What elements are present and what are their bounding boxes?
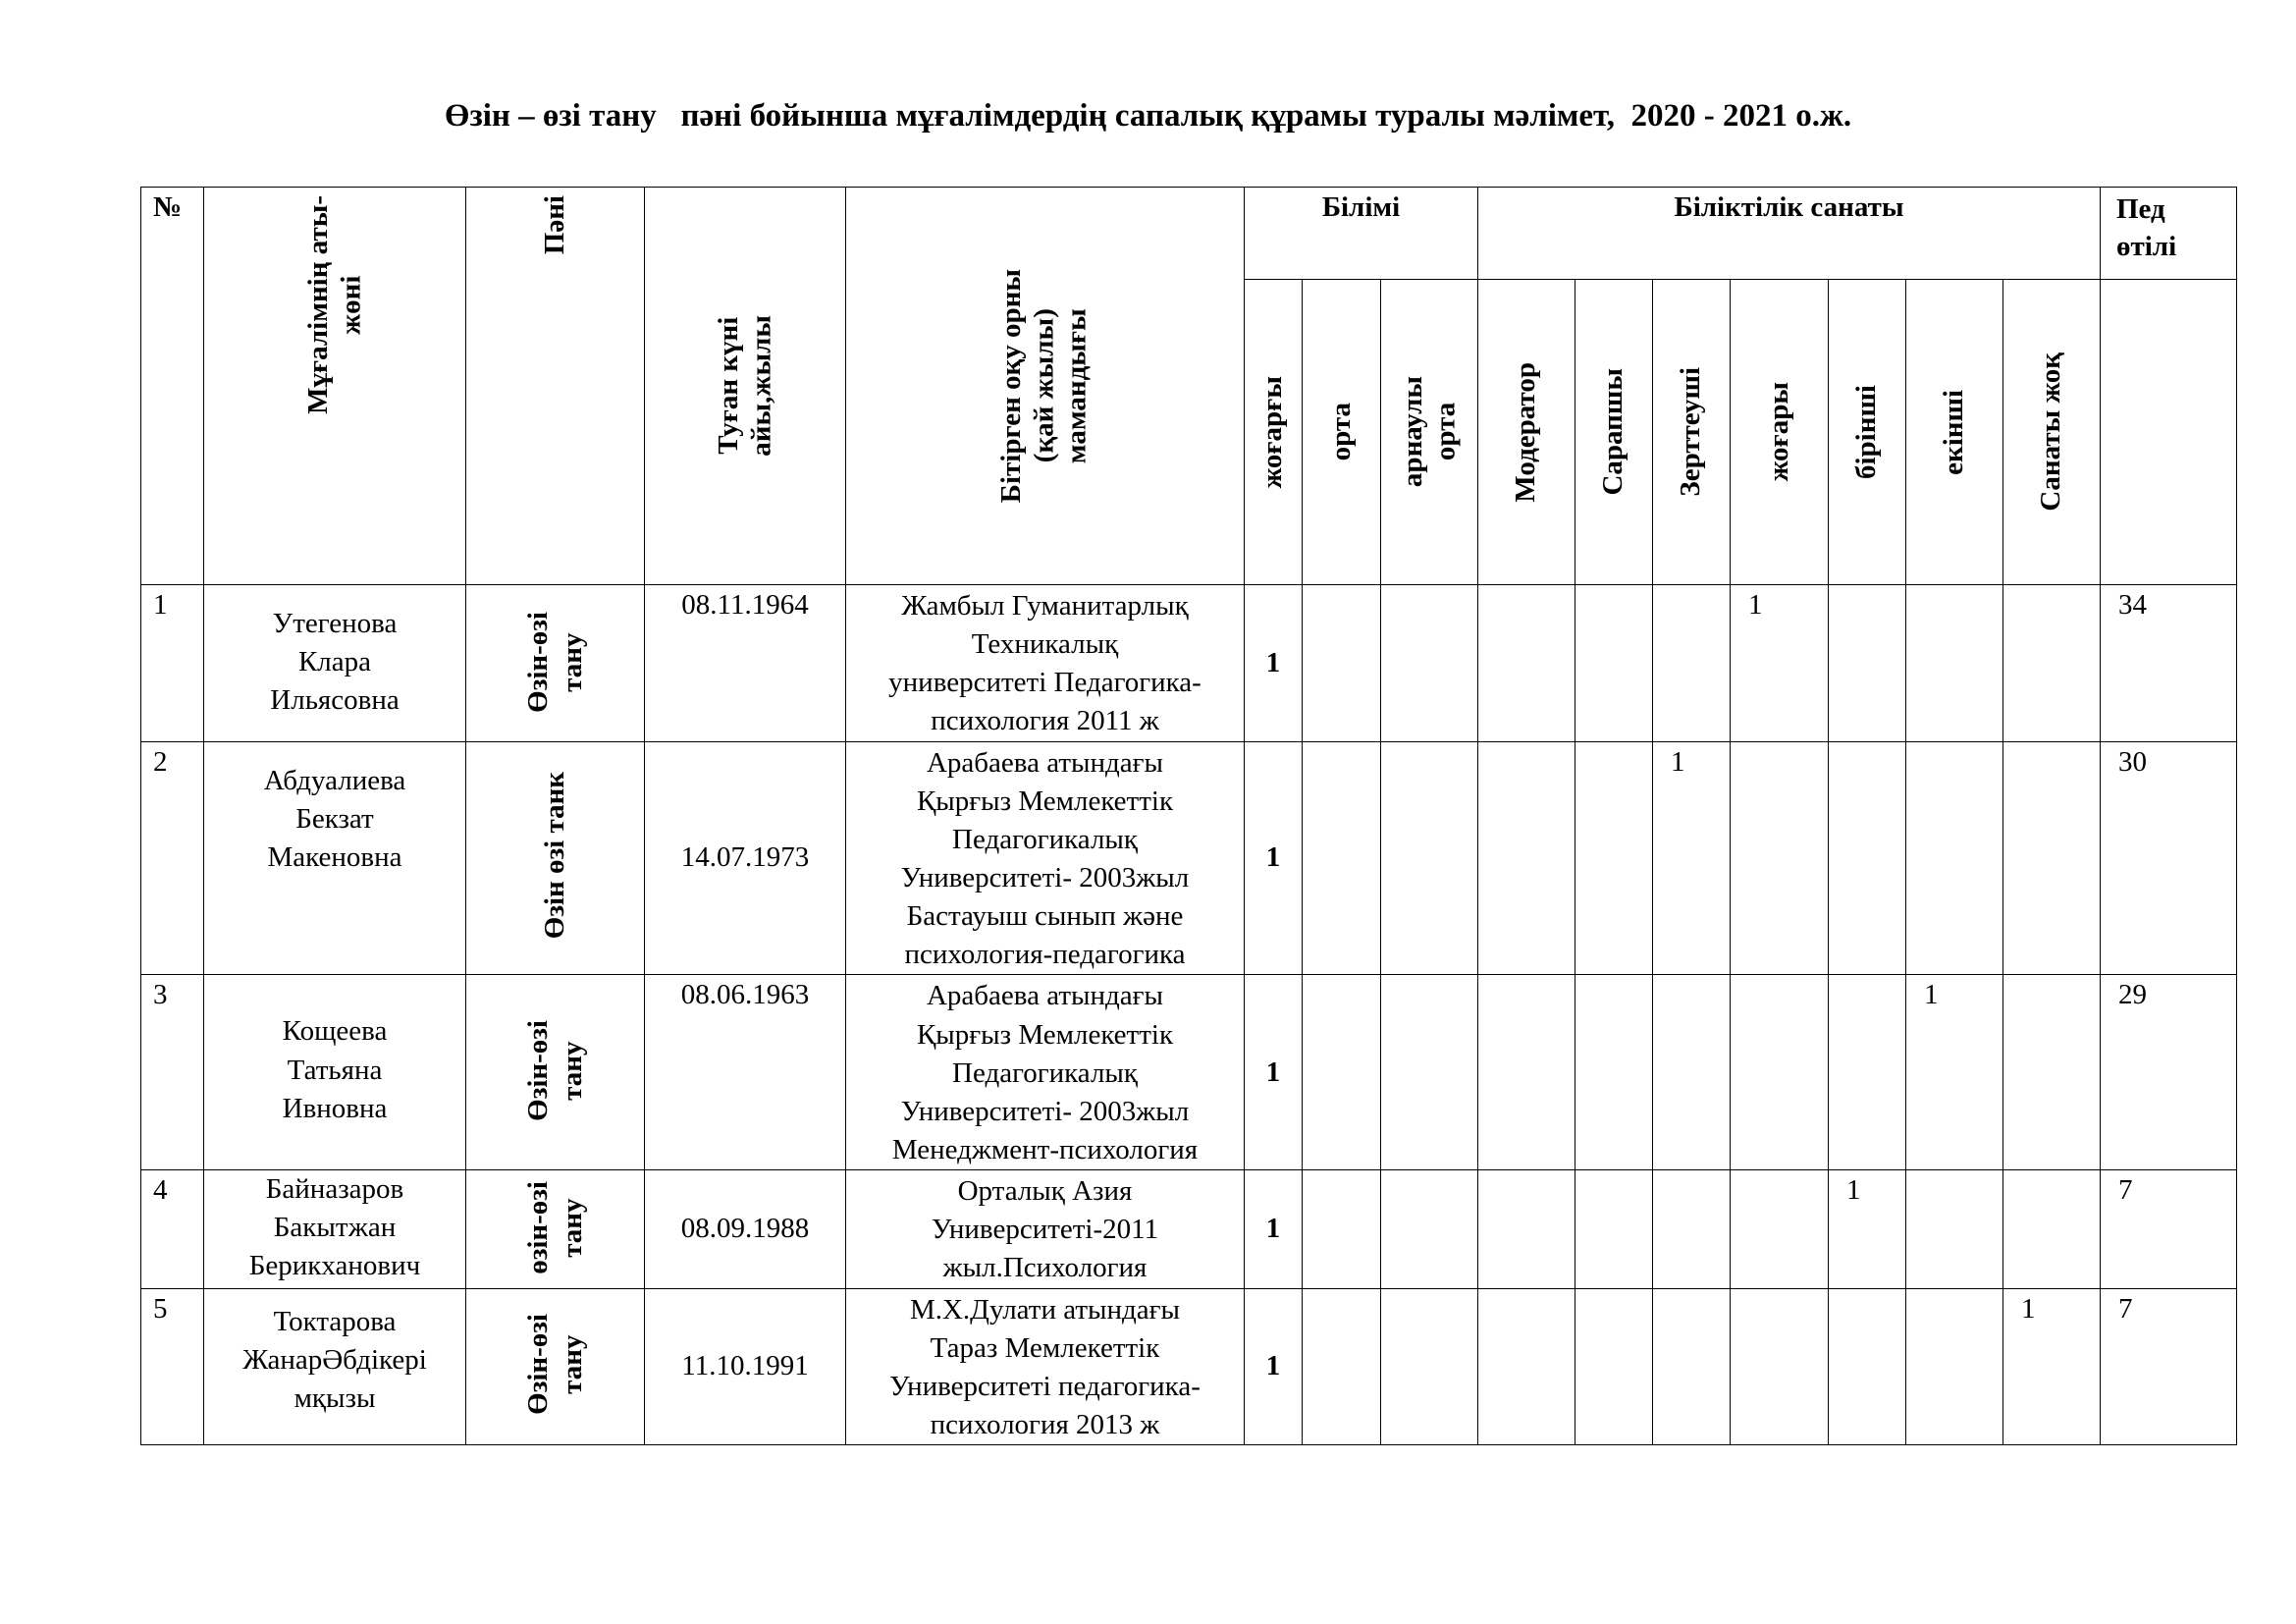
header-teacher-name (204, 188, 466, 585)
document-title: Өзін – өзі тану пәні бойынша мұғалімдердің сапалық құрамы туралы мәлімет, 2020 - 2021 о.ж. (444, 98, 1852, 134)
table-row (141, 1170, 2237, 1288)
header-edu-secondary-label: орта (1324, 403, 1357, 461)
school-specialty: Орталық Азия Университеті-2011 жыл.Психология (846, 1170, 1245, 1288)
cat-moderator-value (1478, 1170, 1575, 1288)
row-number: 1 (141, 585, 204, 742)
cat-researcher-value (1653, 585, 1731, 742)
header-cat-second (1906, 280, 2003, 585)
header-cat-moderator (1478, 280, 1575, 585)
header-cat-researcher (1653, 280, 1731, 585)
cat-first-value (1829, 975, 1906, 1170)
header-cat-researcher-label: Зерттеуші (1675, 367, 1707, 497)
cat-moderator-value (1478, 585, 1575, 742)
ped-experience-value: 7 (2101, 1288, 2237, 1445)
cat-second-value: 1 (1906, 975, 2003, 1170)
ped-experience-value: 30 (2101, 741, 2237, 975)
cat-first-value (1829, 585, 1906, 742)
birth-date: 08.11.1964 (645, 585, 846, 742)
header-edu-secondary (1303, 280, 1381, 585)
cat-highest-value: 1 (1731, 585, 1829, 742)
edu-high-value: 1 (1245, 741, 1303, 975)
header-cat-none (2003, 280, 2101, 585)
subject-label: Өзін-өзі тану (521, 1314, 588, 1415)
cat-expert-value (1575, 1288, 1653, 1445)
cat-moderator-value (1478, 741, 1575, 975)
header-education-group: Білімі (1245, 188, 1478, 280)
header-category-group: Біліктілік санаты (1478, 188, 2101, 280)
row-number: 3 (141, 975, 204, 1170)
edu-high-value: 1 (1245, 975, 1303, 1170)
header-ped-experience: Пед өтілі (2101, 188, 2237, 280)
school-specialty: Арабаева атындағы Қырғыз Мемлекеттік Педагогикалық Университеті- 2003жыл Менеджмент-психология (846, 975, 1245, 1170)
cat-none-value (2003, 585, 2101, 742)
edu-high-value: 1 (1245, 1170, 1303, 1288)
header-cat-highest (1731, 280, 1829, 585)
cat-expert-value (1575, 585, 1653, 742)
row-number: 4 (141, 1170, 204, 1288)
subject-label: Өзін өзі танк (539, 772, 571, 940)
table-row (141, 741, 2237, 975)
edu-secondary-value (1303, 741, 1381, 975)
cat-researcher-value: 1 (1653, 741, 1731, 975)
teacher-name: Абдуалиева Бекзат Макеновна (204, 741, 466, 975)
table-body (141, 585, 2237, 1445)
header-birth-date-label: Туған күні айы,жылы (712, 315, 776, 457)
edu-secondary-value (1303, 585, 1381, 742)
subject-cell (466, 975, 645, 1170)
header-cat-highest-label: жоғары (1762, 382, 1794, 482)
header-cat-none-label: Санаты жоқ (2035, 352, 2067, 512)
teacher-name: Токтарова ЖанарӘбдікері мқызы (204, 1288, 466, 1445)
birth-date: 14.07.1973 (645, 741, 846, 975)
table-row (141, 1288, 2237, 1445)
cat-first-value (1829, 1288, 1906, 1445)
subject-cell (466, 585, 645, 742)
cat-first-value: 1 (1829, 1170, 1906, 1288)
teachers-table (140, 187, 2237, 1445)
teacher-name: Утегенова Клара Ильясовна (204, 585, 466, 742)
header-ped-empty (2101, 280, 2237, 585)
birth-date: 08.09.1988 (645, 1170, 846, 1288)
subject-cell (466, 1288, 645, 1445)
edu-special-value (1381, 741, 1478, 975)
birth-date: 08.06.1963 (645, 975, 846, 1170)
cat-second-value (1906, 585, 2003, 742)
header-birth-date (645, 188, 846, 585)
subject-label: Өзін-өзі тану (521, 611, 588, 713)
edu-secondary-value (1303, 1288, 1381, 1445)
header-number: № (141, 188, 204, 585)
cat-none-value (2003, 975, 2101, 1170)
cat-first-value (1829, 741, 1906, 975)
header-edu-special-label: арнаулы орта (1396, 376, 1461, 488)
edu-special-value (1381, 1288, 1478, 1445)
edu-high-value: 1 (1245, 585, 1303, 742)
cat-researcher-value (1653, 1170, 1731, 1288)
header-cat-moderator-label: Модератор (1510, 361, 1542, 503)
header-edu-high-label: жоғарғы (1256, 375, 1289, 489)
table-row (141, 585, 2237, 742)
cat-expert-value (1575, 975, 1653, 1170)
ped-experience-value: 34 (2101, 585, 2237, 742)
cat-researcher-value (1653, 1288, 1731, 1445)
header-school (846, 188, 1245, 585)
school-specialty: М.Х.Дулати атындағы Тараз Мемлекеттік Университеті педагогика- психология 2013 ж (846, 1288, 1245, 1445)
cat-highest-value (1731, 1288, 1829, 1445)
subject-cell (466, 741, 645, 975)
edu-secondary-value (1303, 1170, 1381, 1288)
header-teacher-name-label: Мұғалімнің аты- жөні (301, 195, 366, 414)
header-cat-second-label: екінші (1938, 389, 1970, 475)
edu-high-value: 1 (1245, 1288, 1303, 1445)
header-cat-expert-label: Сарапшы (1597, 368, 1629, 496)
cat-moderator-value (1478, 1288, 1575, 1445)
cat-researcher-value (1653, 975, 1731, 1170)
school-specialty: Жамбыл Гуманитарлық Техникалық университеті Педагогика- психология 2011 ж (846, 585, 1245, 742)
edu-special-value (1381, 585, 1478, 742)
subject-label: Өзін-өзі тану (521, 1020, 588, 1122)
cat-highest-value (1731, 741, 1829, 975)
edu-secondary-value (1303, 975, 1381, 1170)
header-subject (466, 188, 645, 585)
subject-label: өзін-өзі тану (521, 1181, 588, 1274)
cat-second-value (1906, 741, 2003, 975)
cat-moderator-value (1478, 975, 1575, 1170)
header-school-label: Бітірген оқу орны (қай жылы) мамандығы (995, 268, 1094, 504)
cat-highest-value (1731, 1170, 1829, 1288)
table-row (141, 975, 2237, 1170)
ped-experience-value: 29 (2101, 975, 2237, 1170)
subject-cell (466, 1170, 645, 1288)
header-edu-special (1381, 280, 1478, 585)
cat-none-value (2003, 1170, 2101, 1288)
header-edu-high (1245, 280, 1303, 585)
cat-expert-value (1575, 741, 1653, 975)
row-number: 2 (141, 741, 204, 975)
cat-none-value: 1 (2003, 1288, 2101, 1445)
cat-expert-value (1575, 1170, 1653, 1288)
edu-special-value (1381, 975, 1478, 1170)
cat-highest-value (1731, 975, 1829, 1170)
header-cat-expert (1575, 280, 1653, 585)
row-number: 5 (141, 1288, 204, 1445)
header-cat-first-label: бірінші (1850, 385, 1883, 479)
teacher-name: Кощеева Татьяна Ивновна (204, 975, 466, 1170)
school-specialty: Арабаева атындағы Қырғыз Мемлекеттік Педагогикалық Университеті- 2003жыл Бастауыш сынып және психология-педагогика (846, 741, 1245, 975)
ped-experience-value: 7 (2101, 1170, 2237, 1288)
cat-none-value (2003, 741, 2101, 975)
header-subject-label: Пәні (538, 195, 570, 255)
header-cat-first (1829, 280, 1906, 585)
cat-second-value (1906, 1288, 2003, 1445)
teacher-name: Байназаров Бакытжан Берикханович (204, 1170, 466, 1288)
cat-second-value (1906, 1170, 2003, 1288)
birth-date: 11.10.1991 (645, 1288, 846, 1445)
edu-special-value (1381, 1170, 1478, 1288)
